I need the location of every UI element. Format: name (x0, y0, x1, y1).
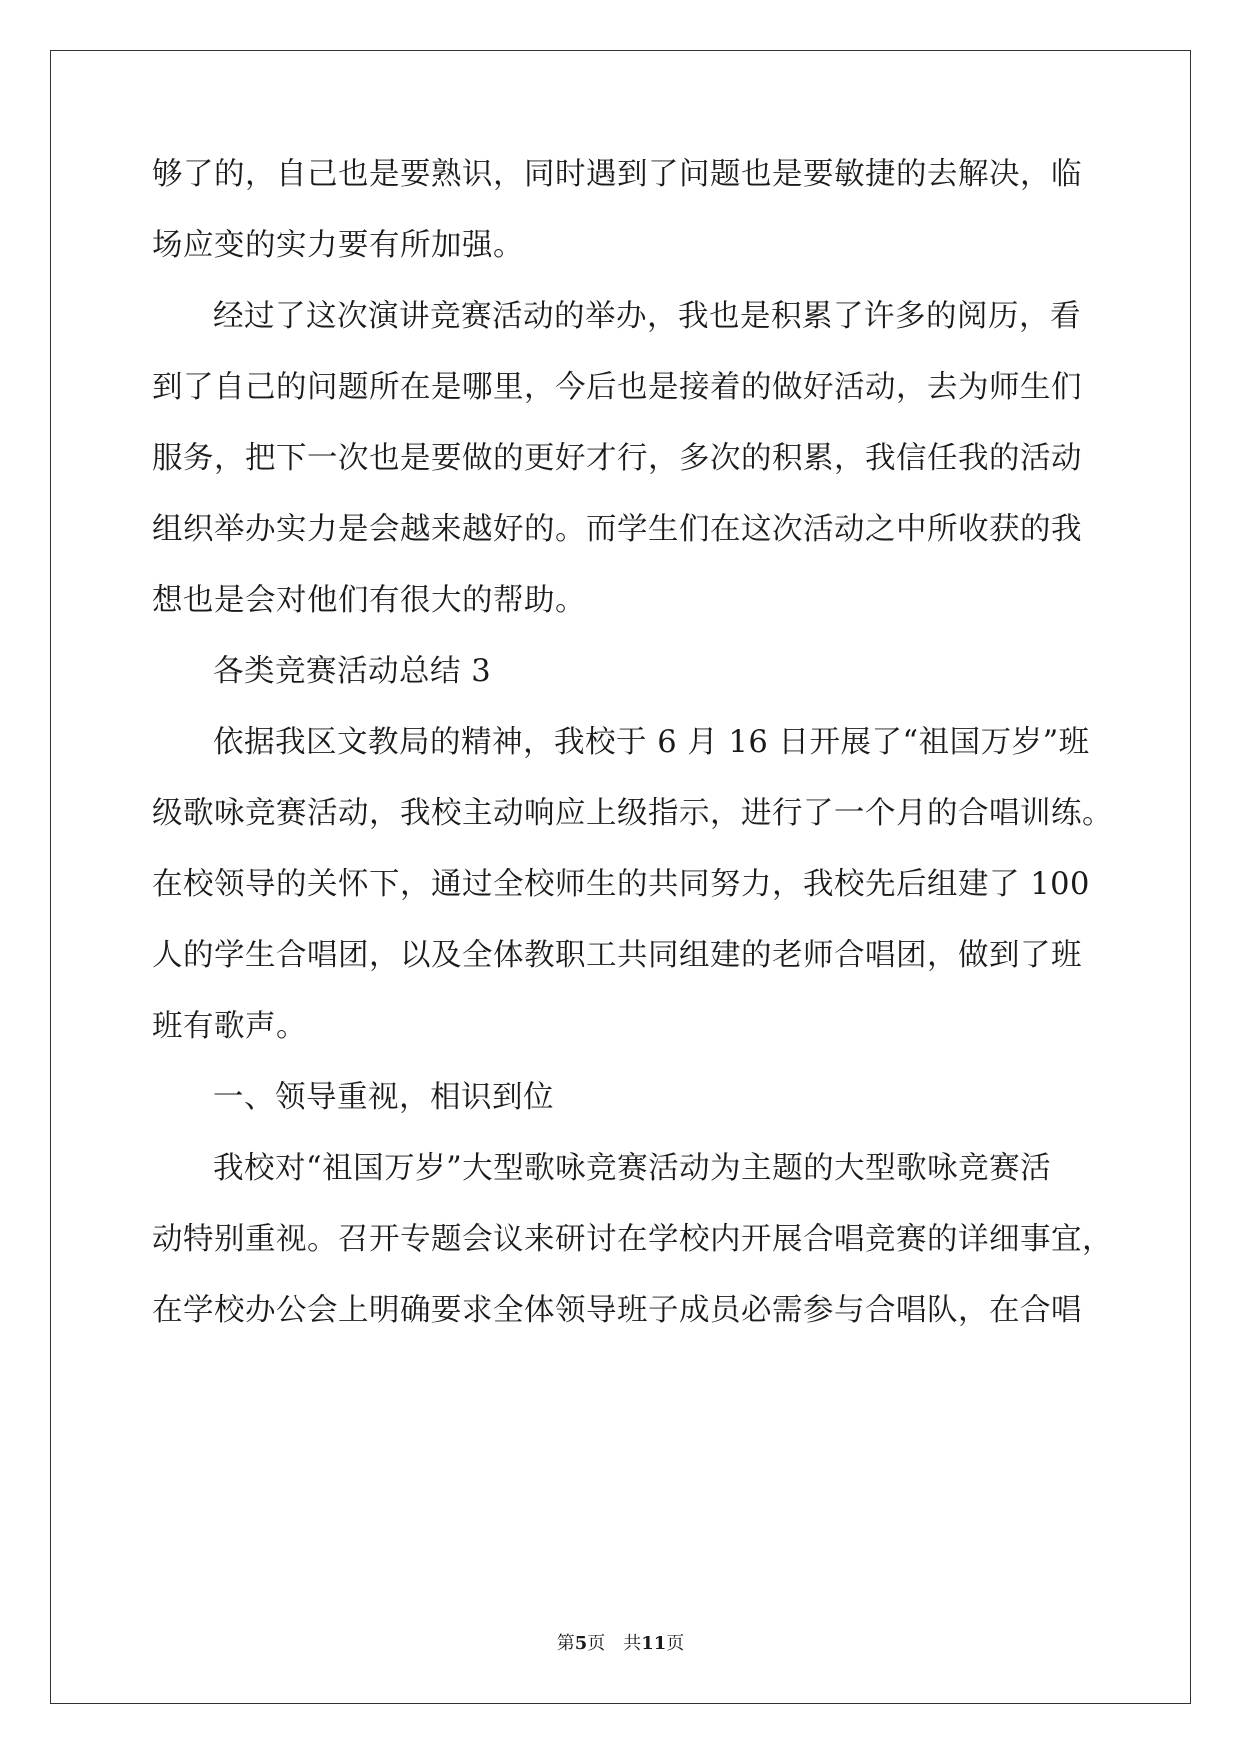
text-line: 人的学生合唱团，以及全体教职工共同组建的老师合唱团，做到了班 (152, 938, 1082, 973)
text-line: 够了的，自己也是要熟识，同时遇到了问题也是要敏捷的去解决，临 (152, 157, 1082, 192)
text-line: 动特别重视。召开专题会议来研讨在学校内开展合唱竞赛的详细事宜， (152, 1222, 1113, 1257)
paragraph-start-line: 我校对“祖国万岁”大型歌咏竞赛活动为主题的大型歌咏竞赛活 (213, 1151, 1052, 1186)
page-suffix: 页 (666, 1633, 685, 1654)
text-line: 想也是会对他们有很大的帮助。 (152, 583, 586, 618)
page-mid: 页 共 (587, 1633, 642, 1654)
paragraph-start-line: 经过了这次演讲竞赛活动的举办，我也是积累了许多的阅历，看 (213, 299, 1081, 334)
text-line: 服务，把下一次也是要做的更好才行，多次的积累，我信任我的活动 (152, 441, 1082, 476)
paragraph-start-line: 依据我区文教局的精神，我校于 6 月 16 日开展了“祖国万岁”班 (213, 725, 1090, 760)
text-line: 在校领导的关怀下，通过全校师生的共同努力，我校先后组建了 100 (152, 867, 1090, 902)
page-prefix: 第 (556, 1633, 575, 1654)
text-line: 班有歌声。 (152, 1009, 307, 1044)
text-line: 组织举办实力是会越来越好的。而学生们在这次活动之中所收获的我 (152, 512, 1082, 547)
page-footer (0, 1632, 1241, 1656)
section-heading: 各类竞赛活动总结 3 (213, 654, 492, 689)
page-number: 5 (574, 1633, 588, 1654)
text-line: 到了自己的问题所在是哪里，今后也是接着的做好活动，去为师生们 (152, 370, 1082, 405)
text-line: 场应变的实力要有所加强。 (152, 228, 524, 263)
subsection-heading: 一、领导重视，相识到位 (213, 1080, 554, 1115)
text-line: 级歌咏竞赛活动，我校主动响应上级指示，进行了一个月的合唱训练。 (152, 796, 1113, 831)
total-pages: 11 (641, 1633, 667, 1654)
text-line: 在学校办公会上明确要求全体领导班子成员必需参与合唱队，在合唱 (152, 1293, 1082, 1328)
